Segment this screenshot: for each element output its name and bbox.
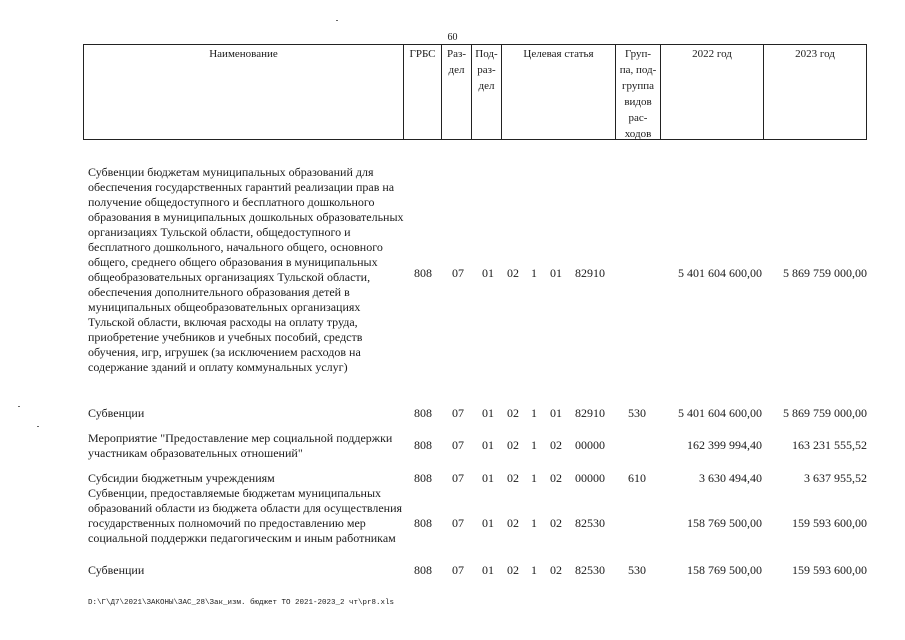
row-1-grbs: 808 xyxy=(414,406,432,420)
row-0-article-event: 01 xyxy=(550,266,562,280)
row-3-razdel: 07 xyxy=(452,471,464,485)
row-0-article-sub: 1 xyxy=(531,266,537,280)
row-3-2022: 3 630 494,40 xyxy=(699,471,762,485)
row-4-article-event: 02 xyxy=(550,516,562,530)
header-podrazdel: Под- раз- дел xyxy=(471,44,501,140)
row-3-article-code: 00000 xyxy=(575,471,605,485)
row-2-article-program: 02 xyxy=(507,438,519,452)
row-2-article-code: 00000 xyxy=(575,438,605,452)
row-3-2023: 3 637 955,52 xyxy=(804,471,867,485)
row-4-name: Субвенции, предоставляемые бюджетам муниципальных образований области из бюджета области для осуществления государственных полномочий по предоставлению мер социальной поддержки педагогическим и иным работникам xyxy=(88,486,403,545)
header-name: Наименование xyxy=(83,44,403,140)
row-0-2022: 5 401 604 600,00 xyxy=(678,266,762,280)
row-5-podrazdel: 01 xyxy=(482,563,494,577)
scan-speck xyxy=(37,426,39,427)
row-5-article-code: 82530 xyxy=(575,563,605,577)
header-razdel: Раз- дел xyxy=(441,44,471,140)
row-3-article-program: 02 xyxy=(507,471,519,485)
header-2022: 2022 год xyxy=(660,44,763,140)
row-3-expense-group: 610 xyxy=(628,471,646,485)
header-2023: 2023 год xyxy=(763,44,867,140)
header-expense-group: Груп- па, под- группа видов рас- ходов xyxy=(615,44,660,140)
row-4-2022: 158 769 500,00 xyxy=(687,516,762,530)
row-4-podrazdel: 01 xyxy=(482,516,494,530)
row-4-razdel: 07 xyxy=(452,516,464,530)
scan-speck xyxy=(18,406,20,407)
row-1-article-code: 82910 xyxy=(575,406,605,420)
row-5-expense-group: 530 xyxy=(628,563,646,577)
scan-speck xyxy=(336,20,338,21)
page-number: 60 xyxy=(447,32,458,43)
row-0-2023: 5 869 759 000,00 xyxy=(783,266,867,280)
row-2-2023: 163 231 555,52 xyxy=(792,438,867,452)
row-2-razdel: 07 xyxy=(452,438,464,452)
row-1-2023: 5 869 759 000,00 xyxy=(783,406,867,420)
row-4-article-sub: 1 xyxy=(531,516,537,530)
row-4-2023: 159 593 600,00 xyxy=(792,516,867,530)
row-0-podrazdel: 01 xyxy=(482,266,494,280)
row-2-podrazdel: 01 xyxy=(482,438,494,452)
row-0-article-code: 82910 xyxy=(575,266,605,280)
row-2-grbs: 808 xyxy=(414,438,432,452)
row-3-grbs: 808 xyxy=(414,471,432,485)
file-path-footer: D:\Г\Д7\2021\ЗАКОНЫ\ЗАС_28\Зак_изм. бюджет ТО 2021-2023_2 чт\pr8.xls xyxy=(88,599,395,607)
row-0-name: Субвенции бюджетам муниципальных образований для обеспечения государственных гарантий реализации прав на получение общедоступного и бесплатного дошкольного образования в муниципальных дошкольных образовательных организациях Тульской области, общедоступного и бесплатного дошкольного, начального общего, основного общего, среднего общего образования в муниципальных общеобразовательных организациях Тульской области, обеспечения дополнительного образования детей в муниципальных общеобразовательных организациях Тульской области, включая расходы на оплату труда, приобретение учебников и учебных пособий, средств обучения, игр, игрушек (за исключением расходов на содержание зданий и оплату коммунальных услуг) xyxy=(88,165,404,374)
row-5-article-sub: 1 xyxy=(531,563,537,577)
row-1-article-event: 01 xyxy=(550,406,562,420)
row-5-grbs: 808 xyxy=(414,563,432,577)
row-3-name: Субсидии бюджетным учреждениям xyxy=(88,471,275,485)
row-2-article-sub: 1 xyxy=(531,438,537,452)
header-target-article: Целевая статья xyxy=(501,44,615,140)
row-4-article-code: 82530 xyxy=(575,516,605,530)
row-1-expense-group: 530 xyxy=(628,406,646,420)
row-0-grbs: 808 xyxy=(414,266,432,280)
header-grbs: ГРБС xyxy=(403,44,441,140)
row-1-article-program: 02 xyxy=(507,406,519,420)
row-2-2022: 162 399 994,40 xyxy=(687,438,762,452)
row-1-name: Субвенции xyxy=(88,406,145,420)
row-0-razdel: 07 xyxy=(452,266,464,280)
row-3-article-event: 02 xyxy=(550,471,562,485)
row-0-article-program: 02 xyxy=(507,266,519,280)
row-2-article-event: 02 xyxy=(550,438,562,452)
row-3-podrazdel: 01 xyxy=(482,471,494,485)
row-1-podrazdel: 01 xyxy=(482,406,494,420)
row-1-article-sub: 1 xyxy=(531,406,537,420)
row-5-2023: 159 593 600,00 xyxy=(792,563,867,577)
row-4-grbs: 808 xyxy=(414,516,432,530)
row-5-razdel: 07 xyxy=(452,563,464,577)
row-3-article-sub: 1 xyxy=(531,471,537,485)
row-5-article-program: 02 xyxy=(507,563,519,577)
row-2-name: Мероприятие "Предоставление мер социальной поддержки участникам образовательных отношений" xyxy=(88,431,393,460)
row-1-2022: 5 401 604 600,00 xyxy=(678,406,762,420)
row-4-article-program: 02 xyxy=(507,516,519,530)
row-5-article-event: 02 xyxy=(550,563,562,577)
row-5-name: Субвенции xyxy=(88,563,145,577)
row-1-razdel: 07 xyxy=(452,406,464,420)
row-5-2022: 158 769 500,00 xyxy=(687,563,762,577)
